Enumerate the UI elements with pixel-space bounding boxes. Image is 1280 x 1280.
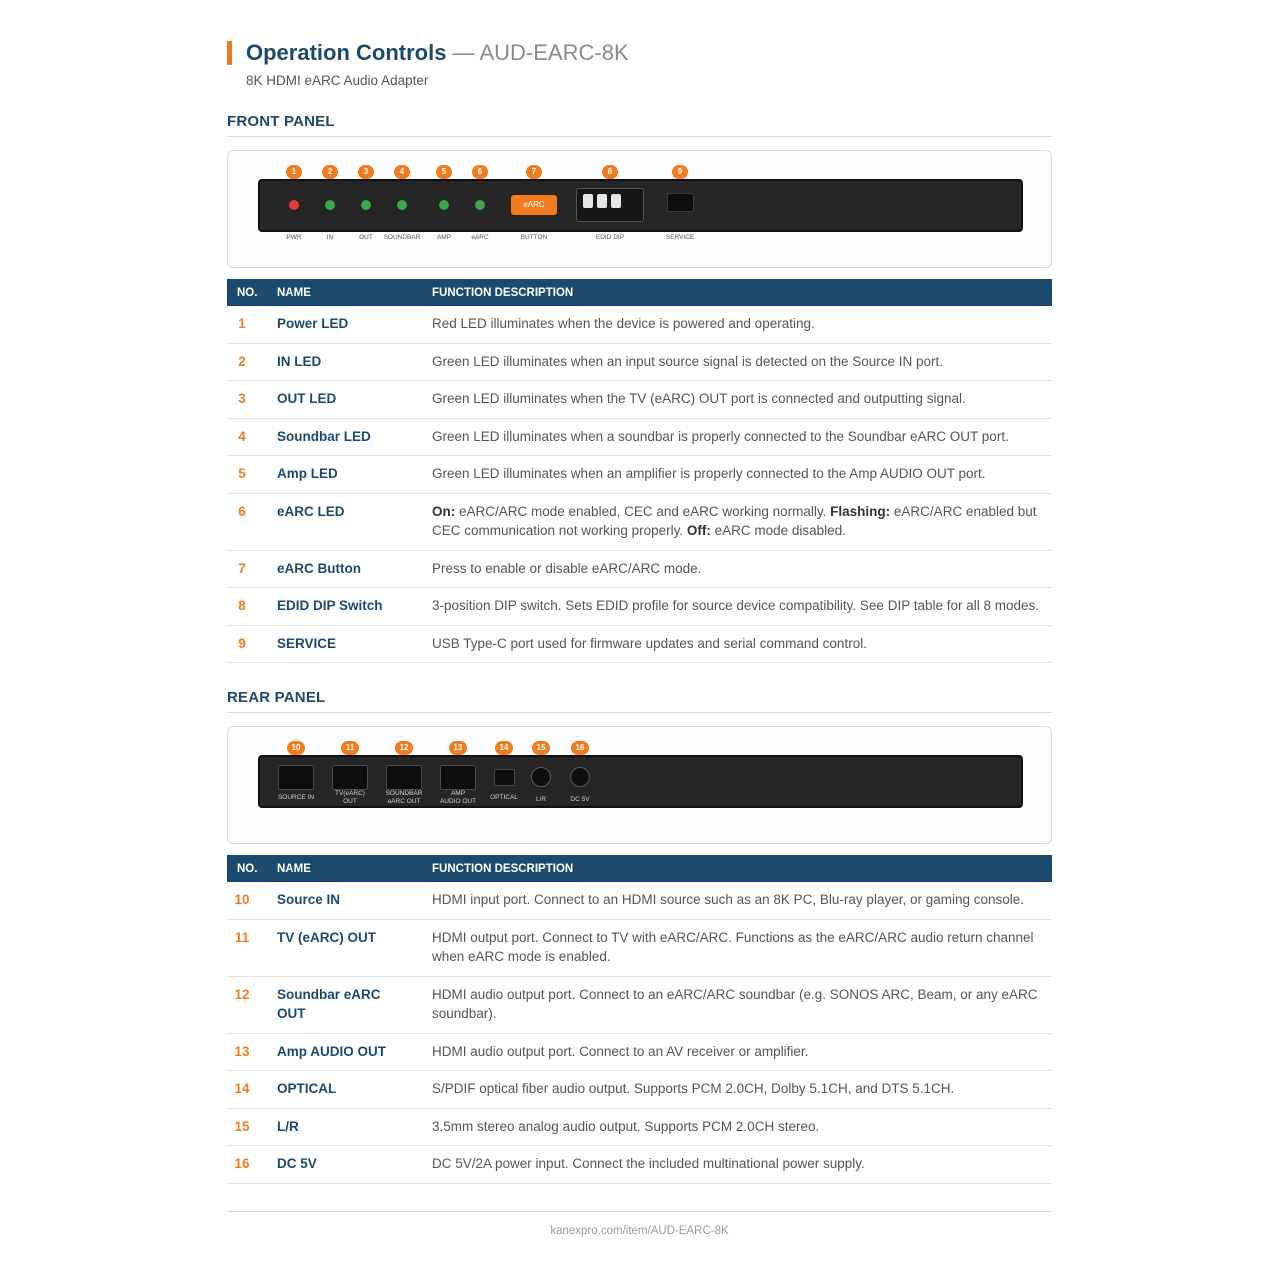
rear-panel-diagram bbox=[227, 726, 1052, 844]
port-label: OPTICAL bbox=[490, 794, 518, 801]
row-name: L/R bbox=[267, 1108, 416, 1146]
table-row bbox=[227, 343, 1052, 381]
row-number: 6 bbox=[227, 493, 267, 550]
dc-power-jack-icon bbox=[570, 767, 590, 787]
row-number: 10 bbox=[227, 882, 267, 919]
row-number: 5 bbox=[227, 456, 267, 494]
title-block bbox=[227, 40, 1052, 100]
dip-switch-lever bbox=[611, 194, 621, 208]
port-label: TV(eARC) OUT bbox=[335, 790, 365, 805]
callout-badge: 7 bbox=[526, 165, 542, 179]
desc-text: eARC/ARC mode enabled, CEC and eARC working normally. bbox=[455, 503, 831, 519]
rear-panel-table bbox=[227, 855, 1052, 1184]
callout-badge: 11 bbox=[341, 741, 359, 755]
panel-label: eARC bbox=[471, 234, 489, 241]
table-row bbox=[227, 588, 1052, 626]
row-name: eARC LED bbox=[267, 493, 416, 550]
column-header-no: NO. bbox=[227, 855, 267, 882]
row-description: 3-position DIP switch. Sets EDID profile for source device compatibility. See DIP table for all 8 modes. bbox=[416, 588, 1052, 626]
row-description: Green LED illuminates when an amplifier is properly connected to the Amp AUDIO OUT port. bbox=[416, 456, 1052, 494]
table-row bbox=[227, 493, 1052, 550]
row-name: OPTICAL bbox=[267, 1071, 416, 1109]
table-row bbox=[227, 1108, 1052, 1146]
rear-panel-device bbox=[258, 755, 1023, 808]
title-main: Operation Controls bbox=[246, 40, 447, 65]
power-led-icon bbox=[289, 200, 299, 210]
earc-button-graphic: eARC bbox=[511, 195, 557, 215]
row-description: Green LED illuminates when the TV (eARC) OUT port is connected and outputting signal. bbox=[416, 381, 1052, 419]
soundbar-led-icon bbox=[397, 200, 407, 210]
desc-text: eARC mode disabled. bbox=[710, 523, 846, 538]
row-description bbox=[416, 493, 1052, 550]
row-number: 8 bbox=[227, 588, 267, 626]
row-number: 11 bbox=[227, 919, 267, 976]
column-header-description: FUNCTION DESCRIPTION bbox=[416, 279, 1052, 306]
row-name: OUT LED bbox=[267, 381, 416, 419]
panel-label: AMP bbox=[436, 234, 452, 241]
callout-badge: 9 bbox=[672, 165, 688, 179]
dip-switch-lever bbox=[583, 194, 593, 208]
row-number: 9 bbox=[227, 625, 267, 663]
panel-label: OUT bbox=[359, 234, 373, 241]
hdmi-port-icon bbox=[278, 765, 314, 790]
table-row bbox=[227, 1033, 1052, 1071]
column-header-no: NO. bbox=[227, 279, 267, 306]
table-row bbox=[227, 882, 1052, 919]
row-name: eARC Button bbox=[267, 550, 416, 588]
dip-switch-lever bbox=[597, 194, 607, 208]
front-panel-device bbox=[258, 179, 1023, 232]
row-number: 1 bbox=[227, 306, 267, 343]
callout-badge: 6 bbox=[472, 165, 488, 179]
callout-badge: 1 bbox=[286, 165, 302, 179]
table-row bbox=[227, 919, 1052, 976]
in-led-icon bbox=[325, 200, 335, 210]
hdmi-port-icon bbox=[386, 765, 422, 790]
row-name: TV (eARC) OUT bbox=[267, 919, 416, 976]
port-label: DC 5V bbox=[570, 796, 590, 803]
earc-led-icon bbox=[475, 200, 485, 210]
desc-text: eARC/ARC enabled but CEC communication not working properly. bbox=[432, 503, 1037, 538]
audio-jack-icon bbox=[531, 767, 551, 787]
table-row bbox=[227, 306, 1052, 343]
row-description: HDMI output port. Connect to TV with eARC/ARC. Functions as the eARC/ARC audio return channel when eARC mode is enabled. bbox=[416, 919, 1052, 976]
desc-bold-label: Flashing: bbox=[830, 503, 891, 519]
front-panel-table bbox=[227, 279, 1052, 663]
hdmi-port-icon bbox=[332, 765, 368, 790]
desc-bold-label: On: bbox=[432, 503, 456, 519]
table-row bbox=[227, 456, 1052, 494]
table-row bbox=[227, 418, 1052, 456]
panel-label: PWR bbox=[286, 234, 302, 241]
callout-badge: 8 bbox=[602, 165, 618, 179]
port-label: L/R bbox=[535, 796, 547, 803]
column-header-description: FUNCTION DESCRIPTION bbox=[416, 855, 1052, 882]
row-number: 7 bbox=[227, 550, 267, 588]
optical-port-icon bbox=[494, 769, 515, 786]
page-subtitle: 8K HDMI eARC Audio Adapter bbox=[246, 73, 429, 88]
panel-label: BUTTON bbox=[520, 234, 548, 241]
rear-panel-heading: REAR PANEL bbox=[227, 689, 1052, 713]
footer-divider bbox=[227, 1211, 1052, 1212]
port-label: SOURCE IN bbox=[277, 794, 315, 801]
callout-badge: 10 bbox=[287, 741, 305, 755]
panel-label: SOUNDBAR bbox=[383, 234, 421, 241]
row-description: HDMI input port. Connect to an HDMI source such as an 8K PC, Blu-ray player, or gaming console. bbox=[416, 882, 1052, 919]
footer-url: kanexpro.com/item/AUD-EARC-8K bbox=[550, 1225, 729, 1237]
row-description: Green LED illuminates when a soundbar is properly connected to the Soundbar eARC OUT port. bbox=[416, 418, 1052, 456]
row-description: S/PDIF optical fiber audio output. Supports PCM 2.0CH, Dolby 5.1CH, and DTS 5.1CH. bbox=[416, 1071, 1052, 1109]
row-name: Source IN bbox=[267, 882, 416, 919]
row-name: Amp LED bbox=[267, 456, 416, 494]
title-separator: — bbox=[452, 40, 475, 65]
row-number: 4 bbox=[227, 418, 267, 456]
port-label: SOUNDBAR eARC OUT bbox=[385, 790, 423, 805]
row-description: Red LED illuminates when the device is powered and operating. bbox=[416, 306, 1052, 343]
callout-badge: 14 bbox=[495, 741, 513, 755]
row-name: DC 5V bbox=[267, 1146, 416, 1184]
row-number: 2 bbox=[227, 343, 267, 381]
callout-badge: 13 bbox=[449, 741, 467, 755]
page-title bbox=[246, 40, 629, 66]
row-description: 3.5mm stereo analog audio output. Supports PCM 2.0CH stereo. bbox=[416, 1108, 1052, 1146]
callout-badge: 12 bbox=[395, 741, 413, 755]
table-row bbox=[227, 1071, 1052, 1109]
panel-label: EDID DIP bbox=[595, 234, 625, 241]
table-row bbox=[227, 1146, 1052, 1184]
title-model: AUD-EARC-8K bbox=[479, 40, 629, 65]
table-row bbox=[227, 976, 1052, 1033]
row-name: IN LED bbox=[267, 343, 416, 381]
row-name: Power LED bbox=[267, 306, 416, 343]
row-name: EDID DIP Switch bbox=[267, 588, 416, 626]
desc-bold-label: Off: bbox=[686, 523, 711, 538]
table-header-row bbox=[227, 279, 1052, 306]
row-name: Amp AUDIO OUT bbox=[267, 1033, 416, 1071]
row-number: 12 bbox=[227, 976, 267, 1033]
table-row bbox=[227, 625, 1052, 663]
table-header-row bbox=[227, 855, 1052, 882]
panel-label: SERVICE bbox=[665, 234, 695, 241]
title-accent-bar bbox=[227, 41, 232, 65]
callout-badge: 4 bbox=[394, 165, 410, 179]
row-number: 16 bbox=[227, 1146, 267, 1184]
table-row bbox=[227, 550, 1052, 588]
row-description: Press to enable or disable eARC/ARC mode. bbox=[416, 550, 1052, 588]
row-name: Soundbar eARC OUT bbox=[267, 976, 416, 1033]
hdmi-port-icon bbox=[440, 765, 476, 790]
row-description: USB Type-C port used for firmware updates and serial command control. bbox=[416, 625, 1052, 663]
column-header-name: NAME bbox=[267, 855, 416, 882]
row-number: 13 bbox=[227, 1033, 267, 1071]
row-name: SERVICE bbox=[267, 625, 416, 663]
amp-led-icon bbox=[439, 200, 449, 210]
row-number: 3 bbox=[227, 381, 267, 419]
callout-badge: 3 bbox=[358, 165, 374, 179]
row-number: 14 bbox=[227, 1071, 267, 1109]
table-row bbox=[227, 381, 1052, 419]
front-panel-heading: FRONT PANEL bbox=[227, 113, 1052, 137]
row-number: 15 bbox=[227, 1108, 267, 1146]
column-header-name: NAME bbox=[267, 279, 416, 306]
front-panel-diagram bbox=[227, 150, 1052, 268]
row-name: Soundbar LED bbox=[267, 418, 416, 456]
callout-badge: 5 bbox=[436, 165, 452, 179]
service-port-graphic bbox=[667, 193, 694, 212]
row-description: DC 5V/2A power input. Connect the included multinational power supply. bbox=[416, 1146, 1052, 1184]
row-description: Green LED illuminates when an input source signal is detected on the Source IN port. bbox=[416, 343, 1052, 381]
callout-badge: 16 bbox=[571, 741, 589, 755]
row-description: HDMI audio output port. Connect to an eARC/ARC soundbar (e.g. SONOS ARC, Beam, or any eARC soundbar). bbox=[416, 976, 1052, 1033]
edid-dip-switch-graphic bbox=[576, 188, 644, 222]
callout-badge: 2 bbox=[322, 165, 338, 179]
panel-label: IN bbox=[326, 234, 334, 241]
row-description: HDMI audio output port. Connect to an AV receiver or amplifier. bbox=[416, 1033, 1052, 1071]
out-led-icon bbox=[361, 200, 371, 210]
callout-badge: 15 bbox=[532, 741, 550, 755]
port-label: AMP AUDIO OUT bbox=[439, 790, 477, 805]
